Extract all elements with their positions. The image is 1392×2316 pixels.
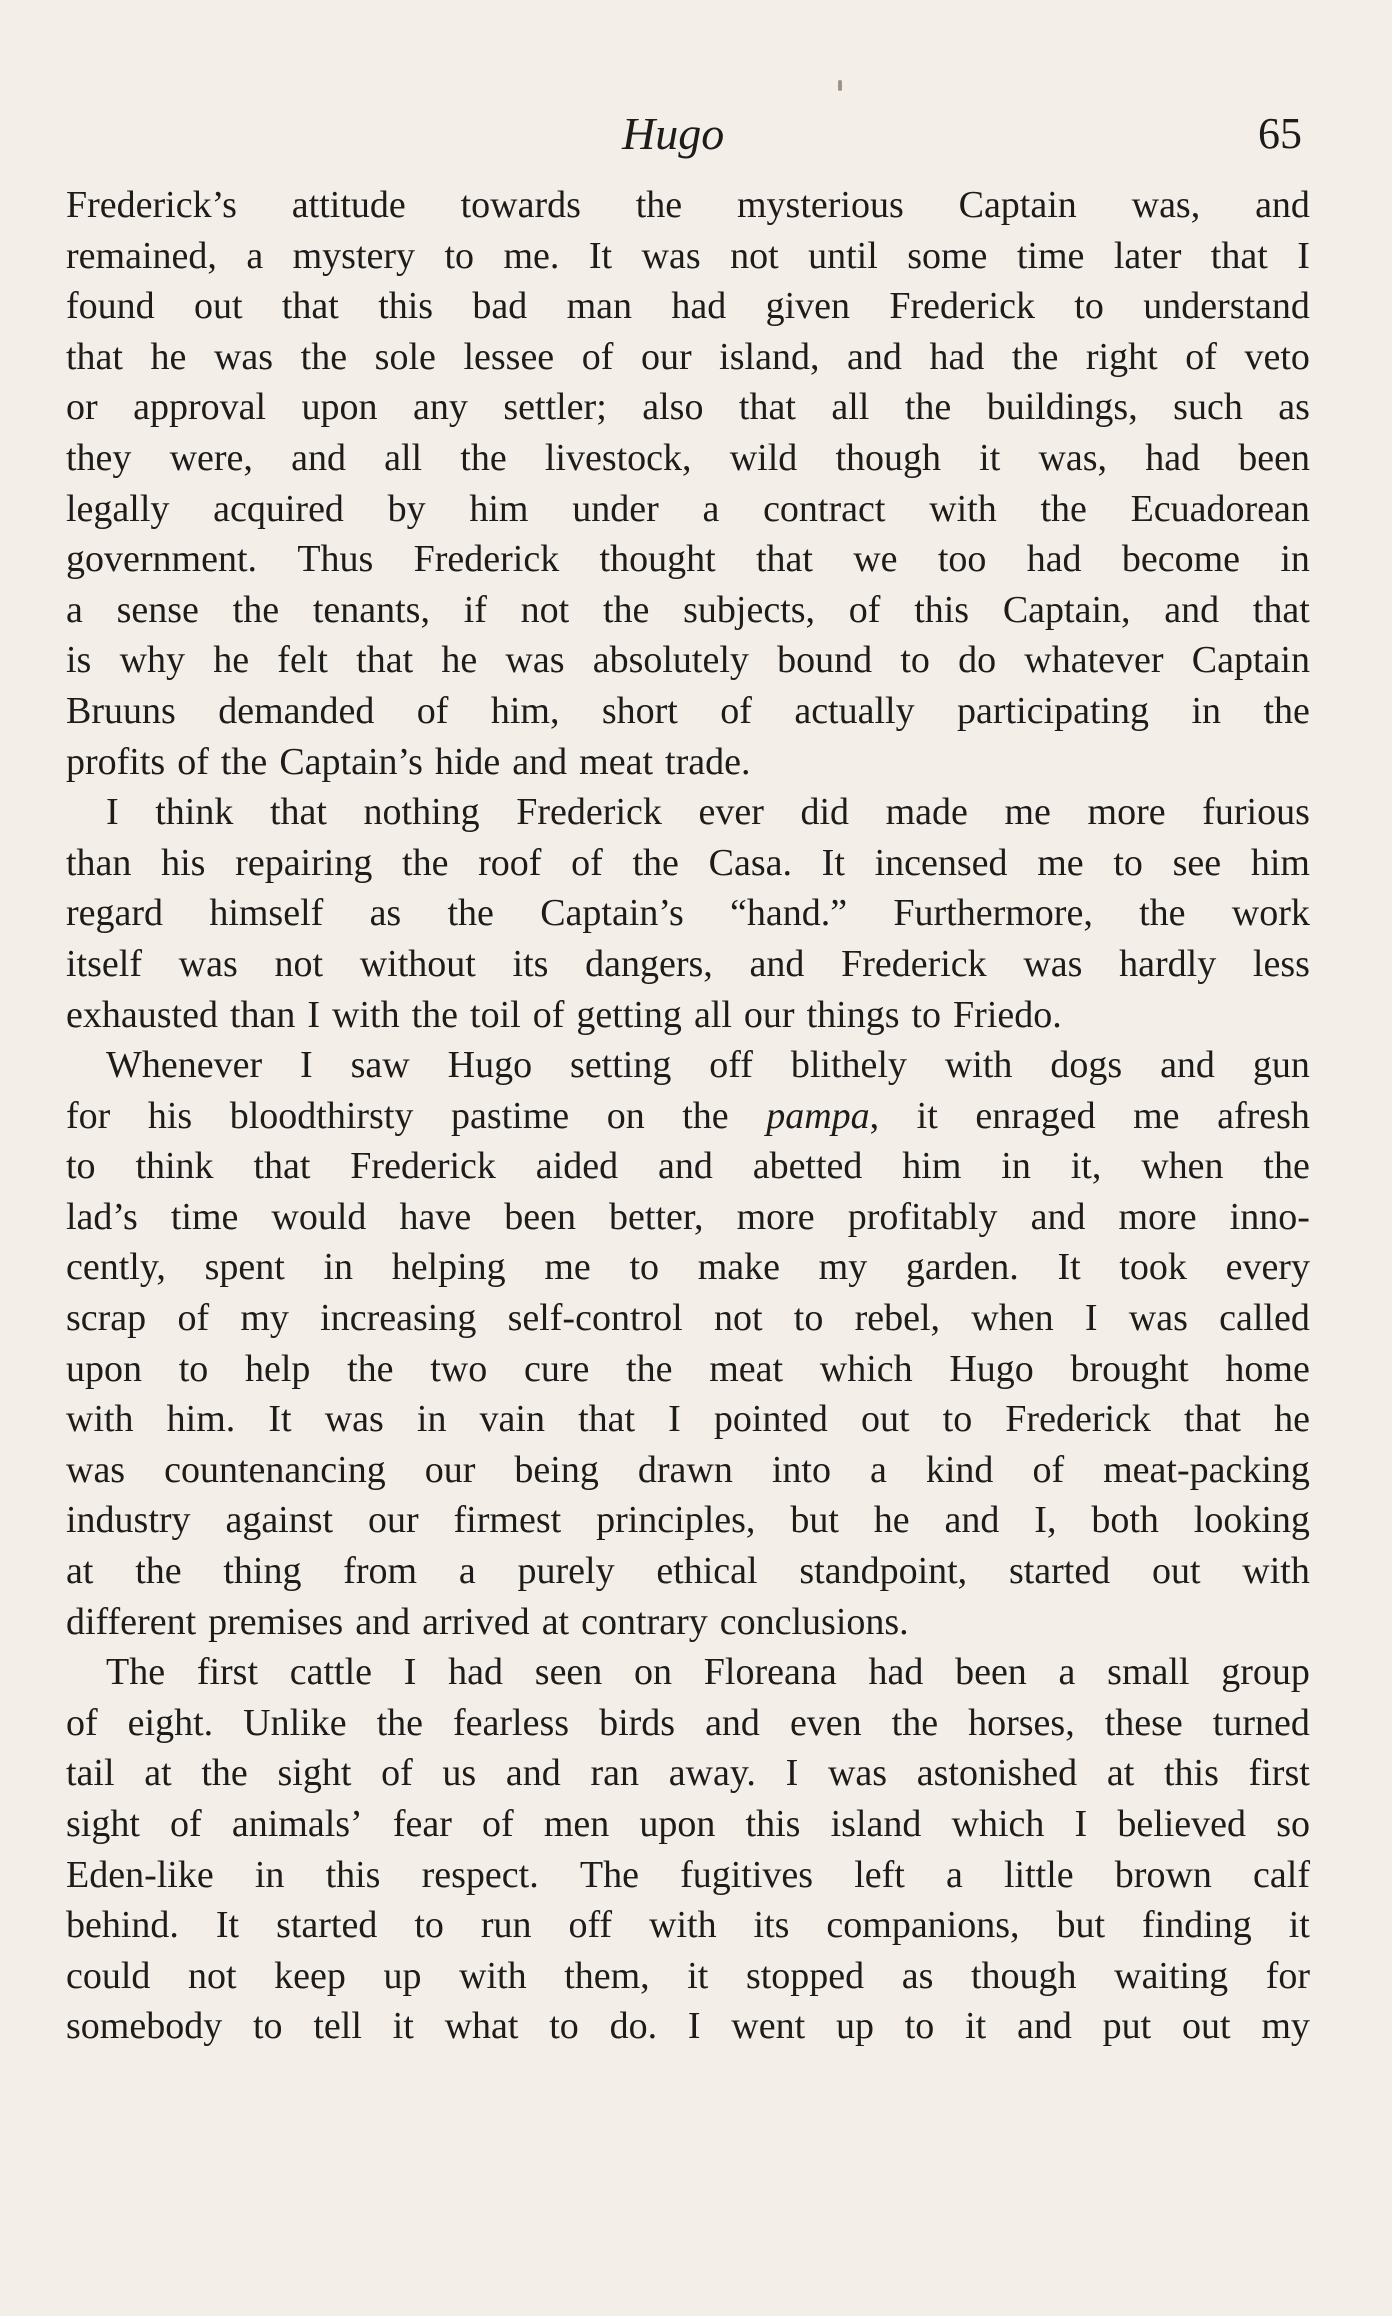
text-line: Eden-like in this respect. The fugitives left a little brown calf (66, 1853, 1310, 1896)
text-line: remained, a mystery to me. It was not until some time later that I (66, 234, 1310, 277)
text-line: found out that this bad man had given Frederick to understand (66, 285, 1310, 328)
text-line: for his bloodthirsty pastime on the pampa, it enraged me afresh (66, 1094, 1310, 1137)
text-line: regard himself as the Captain’s “hand.” Furthermore, the work (66, 892, 1310, 935)
page-number: 65 (1258, 109, 1302, 158)
text-line: of eight. Unlike the fearless birds and even the horses, these turned (66, 1701, 1310, 1744)
paragraph (66, 1647, 1310, 2052)
paragraph (66, 787, 1310, 1040)
text-line: a sense the tenants, if not the subjects, of this Captain, and that (66, 588, 1310, 631)
text-line: than his repairing the roof of the Casa. It incensed me to see him (66, 841, 1310, 884)
text-line: exhausted than I with the toil of getting all our things to Friedo. (66, 993, 1062, 1036)
text-line: profits of the Captain’s hide and meat trade. (66, 740, 751, 783)
text-line: tail at the sight of us and ran away. I was astonished at this first (66, 1752, 1310, 1795)
text-line: to think that Frederick aided and abetted him in it, when the (66, 1145, 1310, 1188)
text-line: somebody to tell it what to do. I went up to it and put out my (66, 2005, 1310, 2048)
text-line: upon to help the two cure the meat which Hugo brought home (66, 1347, 1310, 1390)
ink-speck (838, 80, 842, 91)
text-line: sight of animals’ fear of men upon this island which I believed so (66, 1803, 1310, 1845)
text-line: itself was not without its dangers, and Frederick was hardly less (66, 942, 1310, 985)
text-line: legally acquired by him under a contract with the Ecuadorean (66, 487, 1310, 530)
text-line: The first cattle I had seen on Floreana had been a small group (106, 1651, 1310, 1694)
text-line: they were, and all the livestock, wild though it was, had been (66, 436, 1310, 479)
paragraph (66, 180, 1310, 787)
text-line: Bruuns demanded of him, short of actually participating in the (66, 689, 1310, 732)
body-text (66, 180, 1310, 2052)
text-line: could not keep up with them, it stopped as though waiting for (66, 1954, 1310, 1997)
text-line: that he was the sole lessee of our island, and had the right of veto (66, 335, 1310, 378)
text-line: or approval upon any settler; also that all the buildings, such as (66, 386, 1310, 429)
running-head (0, 104, 1392, 164)
running-title: Hugo (622, 108, 725, 159)
text-line: Frederick’s attitude towards the mysterious Captain was, and (66, 184, 1310, 226)
text-line: behind. It started to run off with its companions, but finding it (66, 1904, 1310, 1947)
text-line: Whenever I saw Hugo setting off blithely with dogs and gun (106, 1044, 1310, 1087)
paragraph (66, 1040, 1310, 1647)
text-line: was countenancing our being drawn into a kind of meat-packing (66, 1448, 1310, 1491)
text-line: I think that nothing Frederick ever did made me more furious (106, 791, 1310, 834)
text-line: different premises and arrived at contrary conclusions. (66, 1600, 909, 1643)
text-line: government. Thus Frederick thought that we too had become in (66, 538, 1310, 581)
text-line: with him. It was in vain that I pointed out to Frederick that he (66, 1398, 1310, 1441)
text-line: scrap of my increasing self-control not to rebel, when I was called (66, 1297, 1310, 1340)
text-line: lad’s time would have been better, more profitably and more inno- (66, 1195, 1310, 1238)
text-line: industry against our firmest principles, but he and I, both looking (66, 1499, 1310, 1542)
text-line: at the thing from a purely ethical standpoint, started out with (66, 1550, 1310, 1593)
text-line: is why he felt that he was absolutely bound to do whatever Captain (66, 639, 1310, 682)
text-line: cently, spent in helping me to make my garden. It took every (66, 1246, 1310, 1289)
